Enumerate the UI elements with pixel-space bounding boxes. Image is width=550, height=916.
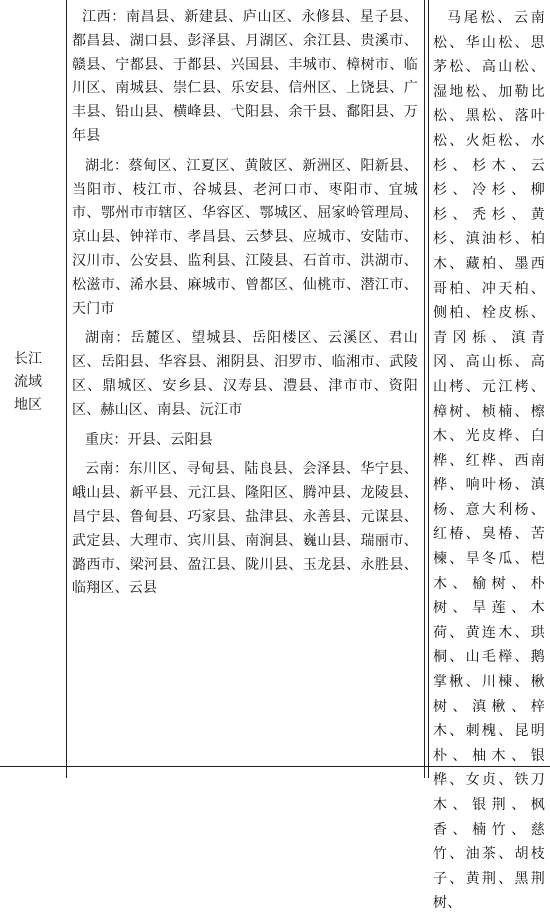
province-chongqing: 重庆：开县、云阳县 (85, 431, 213, 448)
county-list (72, 6, 418, 607)
province-hunan: 湖南：岳麓区、望城县、岳阳楼区、云溪区、君山区、岳阳县、华容县、湘阴县、汨罗市、临湘市、武陵区、鼎城区、安乡县、汉寿县、澧县、津市市、资阳区、赫山区、南县、沅江市 (72, 330, 418, 418)
column-divider-3 (428, 0, 429, 778)
province-hubei: 湖北：蔡甸区、江夏区、黄陂区、新洲区、阳新县、当阳市、枝江市、谷城县、老河口市、枣阳市、宜城市、鄂州市市辖区、华容区、鄂城区、屈家岭管理局、京山县、钟祥市、孝昌县、云梦县、应城市、安陆市、汉川市、公安县、监利县、江陵县、石首市、洪湖市、松滋市、浠水县、麻城市、曾都区、仙桃市、潜江市、天门市 (72, 157, 418, 317)
region-label: 长江流域地区 (14, 351, 42, 413)
species-list: 马尾松、云南松、华山松、思茅松、高山松、湿地松、加勒比松、黑松、落叶松、火炬松、水杉、杉木、云杉、冷杉、柳杉、秃杉、黄杉、滇油杉、柏木、藏柏、墨西哥柏、冲天柏、侧柏、栓皮栎、青冈栎、滇青冈、高山栎、高山栲、元江栲、樟树、桢楠、檫木、光皮桦、白桦、红桦、西南桦、响叶杨、滇杨、意大利杨、红椿、臭椿、苦楝、旱冬瓜、桤木、榆树、朴树、旱莲、木荷、黄连木、珙桐、山毛榉、鹅掌楸、川楝、楸树、滇楸、梓木、刺槐、昆明朴、柚木、银桦、女贞、铁刀木、银荆、枫香、楠竹、慈竹、油茶、胡枝子、黄荆、黑荆树、 (433, 10, 545, 912)
province-yunnan: 云南：东川区、寻甸县、陆良县、会泽县、华宁县、峨山县、新平县、元江县、隆阳区、腾冲县、龙陵县、昌宁县、鲁甸县、巧家县、盐津县、永善县、元谋县、武定县、大理市、宾川县、南涧县、巍山县、瑞丽市、潞西市、梁河县、盈江县、陇川县、玉龙县、永胜县、临翔区、云县 (72, 461, 418, 597)
column-divider-1 (66, 0, 67, 778)
province-jiangxi: 江西：南昌县、新建县、庐山区、永修县、星子县、都昌县、湖口县、彭泽县、月湖区、余江县、贵溪市、赣县、宁都县、于都县、兴国县、丰城市、樟树市、临川区、南城县、崇仁县、乐安县、信州区、上饶县、广丰县、铅山县、横峰县、弋阳县、余干县、鄱阳县、万年县 (72, 9, 418, 144)
column-divider-2 (424, 0, 425, 778)
